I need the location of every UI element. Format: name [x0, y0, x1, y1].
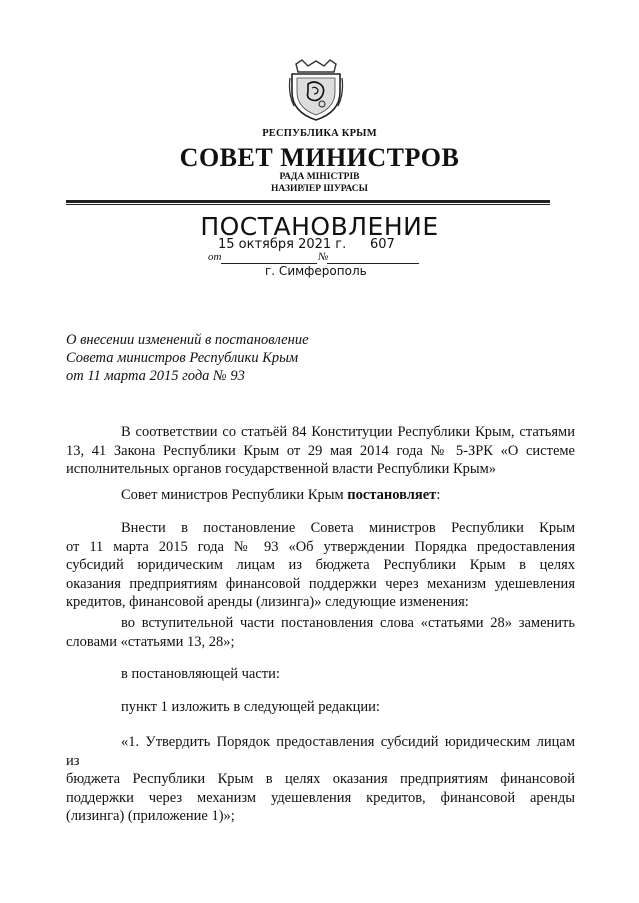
header-divider-thin — [66, 204, 550, 205]
decree-number: 607 — [370, 237, 395, 252]
text-line: В соответствии со статьёй 84 Конституции Республики Крым, статьями — [121, 424, 575, 440]
paragraph-operative-part — [66, 665, 575, 684]
number-label: № — [318, 251, 329, 263]
text-line: субсидий юридическим лицам из бюджета Республики Крым в целях — [66, 557, 575, 573]
subject-line: Совета министров Республики Крым — [66, 350, 299, 366]
paragraph-preamble-change — [66, 614, 575, 651]
subject-line: от 11 марта 2015 года № 93 — [66, 368, 245, 384]
council-name-ukrainian: РАДА МІНІСТРІВ — [279, 172, 360, 182]
decree-date: 15 октября 2021 г. — [218, 237, 347, 252]
council-name: СОВЕТ МИНИСТРОВ — [179, 143, 460, 172]
text-line: кредитов, финансовой аренды (лизинга)» следующие изменения: — [66, 594, 469, 610]
decree-title: ПОСТАНОВЛЕНИЕ — [200, 212, 439, 241]
text-line: «1. Утвердить Порядок предоставления субсидий юридическим лицам из — [66, 734, 575, 769]
text-line: 13, 41 Закона Республики Крым от 29 мая 2014 года № 5-ЗРК «О системе — [66, 442, 575, 459]
crimea-coat-of-arms-icon — [288, 58, 344, 122]
decree-subject — [66, 331, 309, 385]
text-line: (лизинга) (приложение 1)»; — [66, 808, 235, 824]
paragraph-point-one — [66, 698, 575, 717]
resolves-colon: : — [436, 487, 441, 503]
text-line: Внести в постановление Совета министров Республики Крым — [121, 520, 575, 536]
city: г. Симферополь — [265, 264, 367, 278]
paragraph-new-wording — [66, 733, 575, 826]
header-divider-thick — [66, 200, 550, 203]
resolves-bold: постановляет — [347, 487, 437, 503]
text-line: от 11 марта 2015 года № 93 «Об утверждении Порядка предоставления — [66, 538, 575, 555]
date-label: от — [208, 251, 222, 263]
text-line: во вступительной части постановления слова «статьями 28» заменить — [121, 615, 575, 631]
subject-line: О внесении изменений в постановление — [66, 332, 309, 348]
text-line: бюджета Республики Крым в целях оказания предприятиям финансовой — [66, 771, 575, 787]
text-line: оказания предприятиям финансовой поддержки через механизм удешевления — [66, 575, 575, 592]
paragraph-legal-basis — [66, 423, 575, 479]
resolves-text: Совет министров Республики Крым — [121, 487, 348, 503]
text-line — [66, 486, 575, 505]
text-line: пункт 1 изложить в следующей редакции: — [121, 699, 380, 715]
council-name-crimean-tatar: НАЗИРЛЕР ШУРАСЫ — [271, 184, 368, 194]
text-line: исполнительных органов государственной власти Республики Крым» — [66, 461, 497, 477]
text-line: поддержки через механизм удешевления кредитов, финансовой аренды — [66, 789, 575, 806]
paragraph-amend — [66, 519, 575, 612]
text-line: словами «статьями 13, 28»; — [66, 633, 235, 650]
text-line: в постановляющей части: — [121, 666, 280, 682]
paragraph-resolves — [66, 486, 575, 505]
republic-name: РЕСПУБЛИКА КРЫМ — [262, 128, 377, 139]
